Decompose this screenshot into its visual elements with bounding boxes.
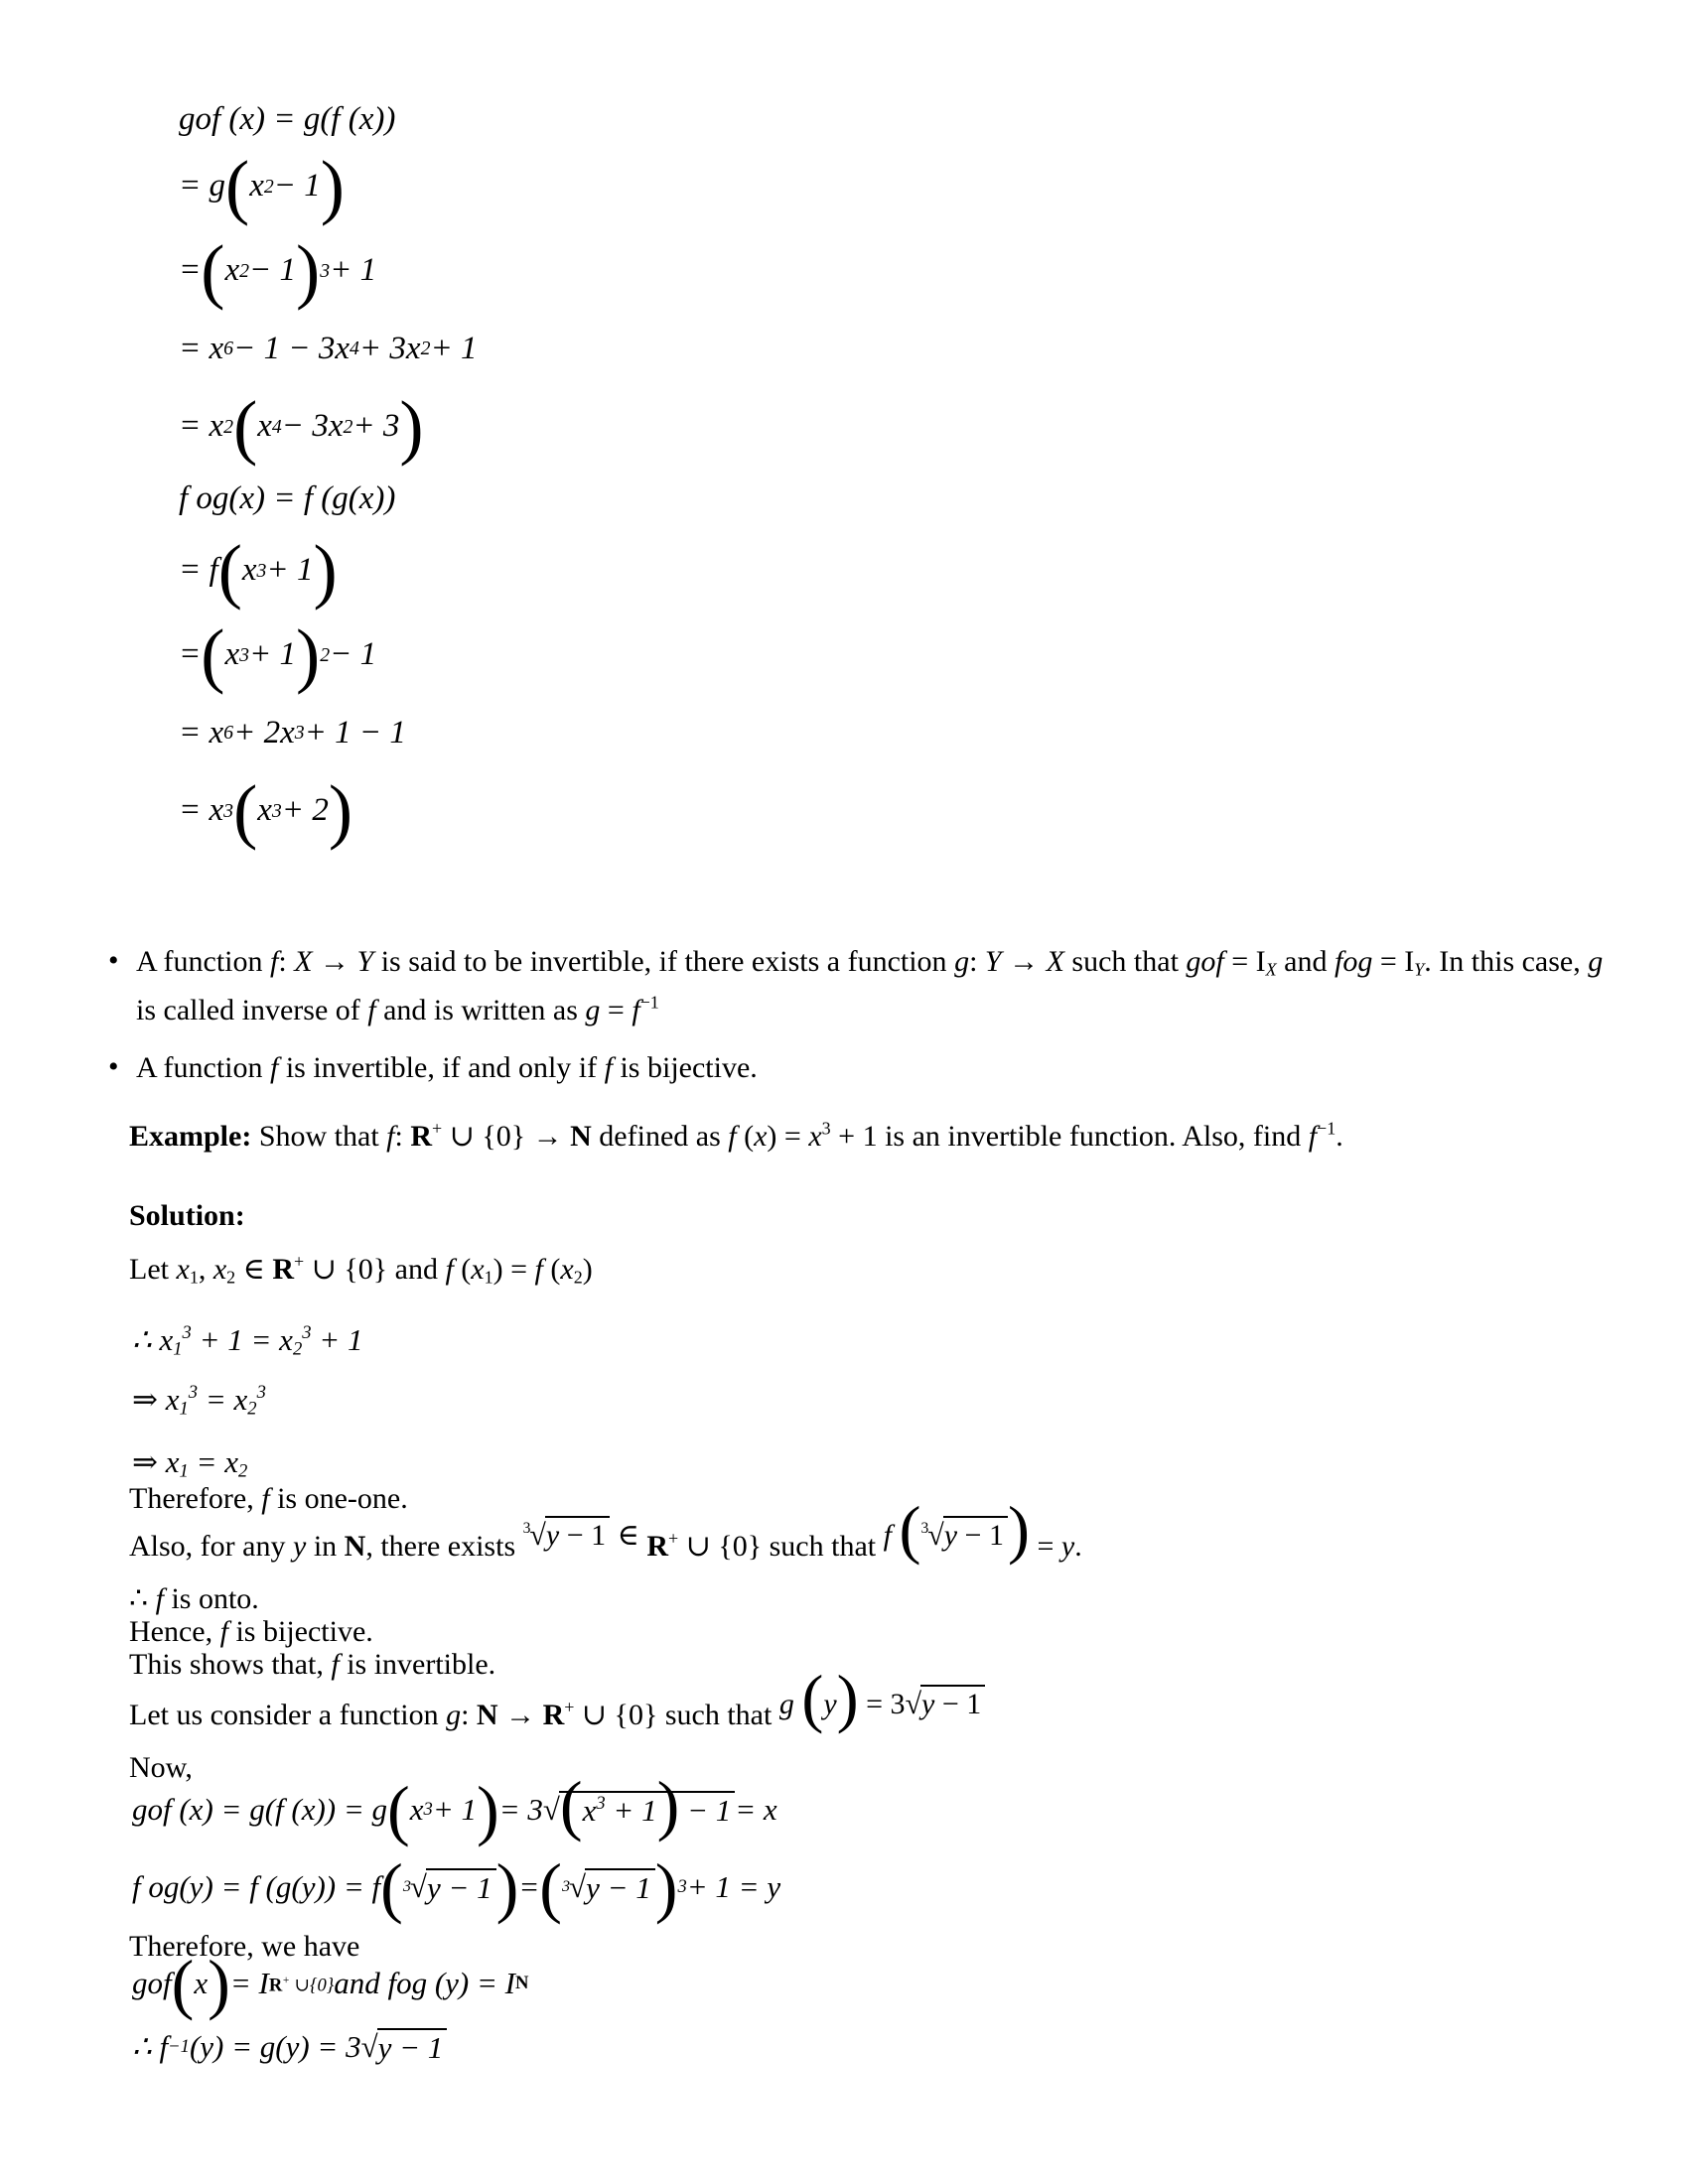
math-line: = ( x 2 − 1 ) 3 + 1	[179, 229, 377, 311]
consider-g-line: Let us consider a function g: N → R+ ∪ {0} such that g (y) = 3√y − 1	[129, 1693, 985, 1737]
onto-conclusion: ∴ f is onto.	[129, 1582, 259, 1615]
one-one-step-2: ⇒ $x_1^3 = x_2^3$	[132, 1381, 266, 1420]
invertibility-notes	[104, 938, 1614, 1103]
math-line: f og(x) = f (g(x))	[179, 479, 396, 516]
invertible-conclusion: This shows that, f is invertible.	[129, 1648, 496, 1681]
inverse-result: ∴ f −1 (y) = g(y) = 3 √ y − 1	[132, 2017, 447, 2077]
one-one-conclusion: Therefore, f is one-one.	[129, 1482, 408, 1515]
math-line: = f ( x 3 + 1 )	[179, 529, 338, 611]
math-line: = x 6 + 2x 3 + 1 − 1	[179, 714, 406, 751]
bijective-conclusion: Hence, f is bijective.	[129, 1615, 373, 1648]
math-line: = x 2 ( x 4 − 3x 2 + 3 )	[179, 385, 424, 467]
math-line: gof (x) = g(f (x))	[179, 100, 396, 137]
one-one-step-3: ⇒ $x_1 = x_2$	[132, 1444, 248, 1482]
one-one-step-1: ∴ $x_1^3 + 1 = x_2^3 + 1$	[132, 1321, 363, 1360]
fog-verification: f og(y) = f (g(y)) = f ( 3 √ y − 1 ) = ( 3 √ y − 1 ) 3 + 1 = y	[132, 1849, 781, 1925]
gof-verification: gof (x) = g(f (x)) = g ( x 3 + 1 ) = 3 √ $(x^3 + 1) - 1$ = x	[132, 1766, 777, 1847]
math-line: = x 6 − 1 − 3x 4 + 3x 2 + 1	[179, 330, 478, 366]
solution-let-line: Let $x_1$, $x_2$ ∈ R+ ∪ {0} and f $(x_1) = f$ $(x_2)$	[129, 1251, 593, 1288]
math-line: = x 3 ( x 3 + 2 )	[179, 769, 353, 851]
bullet-item-invertible-definition: • A function f: X → Y is said to be invertible, if there exists a function g: Y → X such that gof = $I_X$ and fog = $I_Y$. In this case, g is called inverse of f and is written as $g = f^{-1}$	[104, 938, 1614, 1034]
derivation-block	[179, 94, 477, 853]
therefore-we-have: Therefore, we have	[129, 1930, 360, 1963]
example-statement: Example: Show that f: R+ ∪ {0} → N defined as f $(x) = x^3 + 1$ is an invertible function. Also, find $f^{-1}$.	[129, 1118, 1343, 1153]
now-label: Now,	[129, 1751, 193, 1784]
identity-equations: gof ( x ) = I R+ ∪{0} and fog (y) = I N	[132, 1946, 529, 2021]
bullet-item-invertible-iff-bijective: • A function f is invertible, if and only if f is bijective.	[104, 1044, 1614, 1093]
solution-heading: Solution:	[129, 1199, 245, 1232]
math-line: = g ( x 2 − 1 )	[179, 145, 345, 226]
onto-argument: Also, for any y in N, there exists $^3$√y − 1 ∈ R+ ∪ {0} such that f ($^3$√y − 1) = y.	[129, 1493, 1082, 1567]
math-line: = ( x 3 + 1 ) 2 − 1	[179, 614, 377, 695]
